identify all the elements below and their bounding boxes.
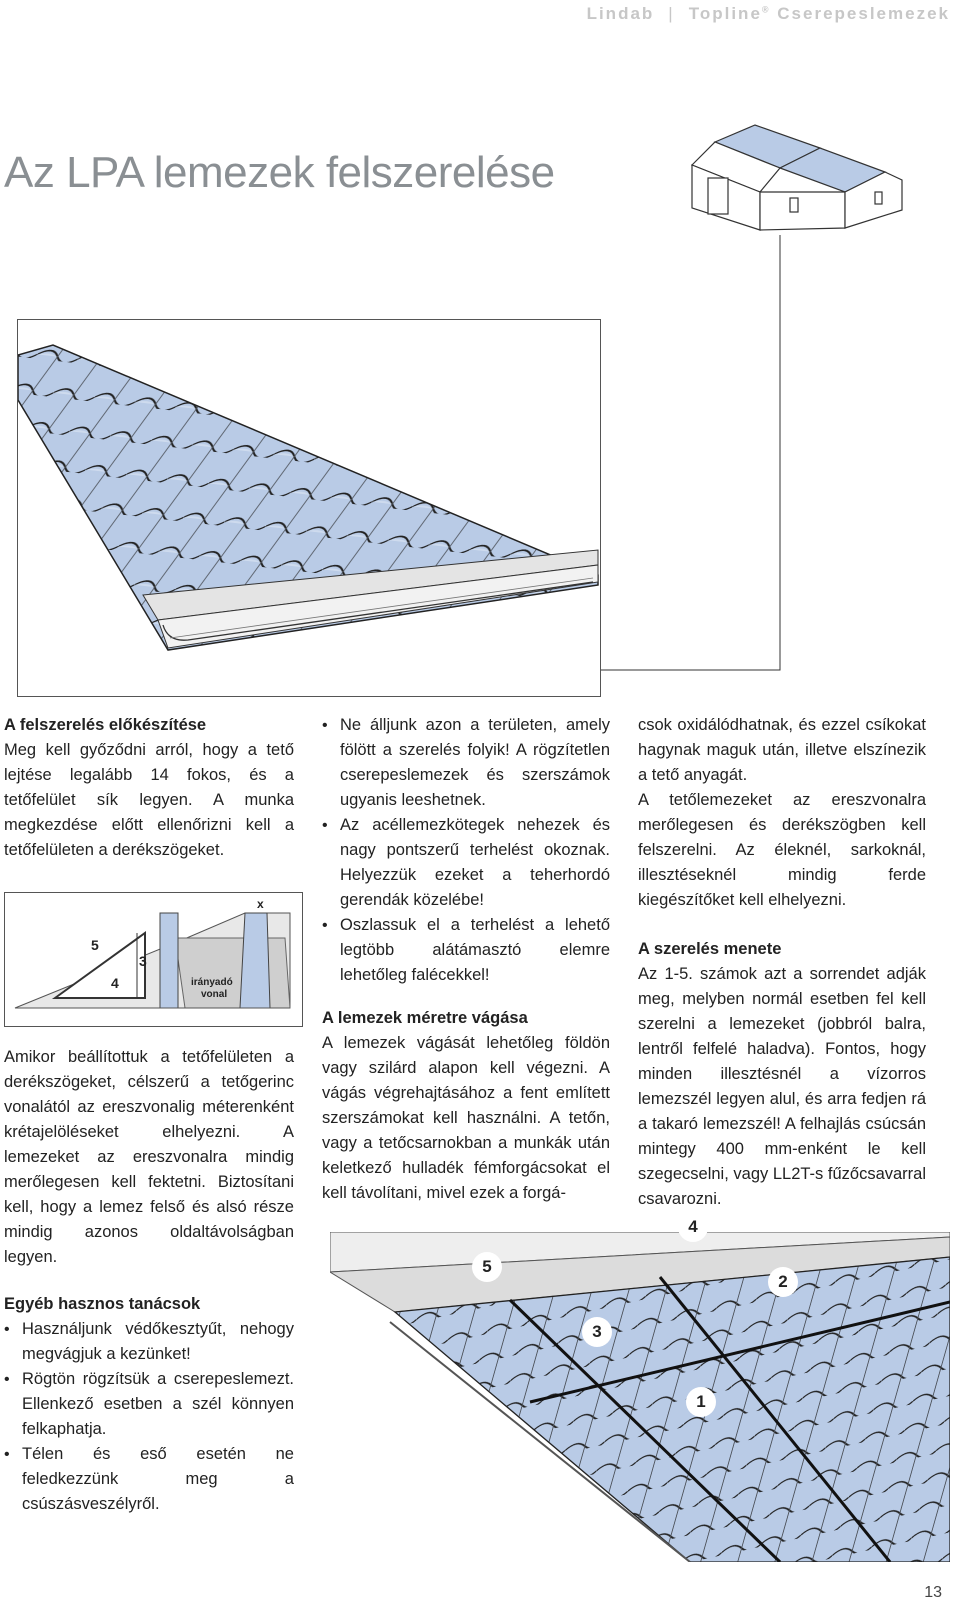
column-left-continued <box>4 1045 294 1517</box>
installation-order-drawing <box>330 1232 950 1562</box>
tip-item: • Télen és eső esetén ne feledkezzünk meg a csúszásveszélyről. <box>4 1442 294 1517</box>
tiled-roof-drawing <box>18 320 600 696</box>
prep-paragraph: Meg kell győződni arról, hogy a tető lejtése legalább 14 fokos, és a tetőfelület sík legyen. A munka megkezdése előtt ellenőrizni kell a tetőfelületen a derékszögeket. <box>4 741 294 859</box>
tips-heading: Egyéb hasznos tanácsok <box>4 1295 201 1313</box>
registered-mark: ® <box>761 4 771 15</box>
order-badge-5: 5 <box>472 1252 502 1282</box>
page-number: 13 <box>924 1584 942 1601</box>
diagram-label-x: x <box>257 897 264 911</box>
perpendicular-paragraph: A tetőlemezeket az ereszvonalra merőlegesen és derékszögben kell felszerelni. Az éleknél, sarkoknál, illesztéseknél mindig ferde kiegészítőket kell elhelyezni. <box>638 791 926 909</box>
column-left <box>4 713 294 863</box>
right-angle-diagram <box>4 892 303 1027</box>
running-header: Lindab | Topline® Cserepeslemezek <box>586 4 950 23</box>
tip-item: • Az acéllemezkötegek nehezek és nagy pontszerű terhelést okoznak. Helyezzük ezeket a teherhordó gerendák közelébe! <box>322 813 610 913</box>
roof-sheets-illustration <box>17 319 601 697</box>
diagram-label-5: 5 <box>91 937 99 953</box>
tip-item: • Ne álljunk azon a területen, amely fölött a szerelés folyik! A rögzítetlen cserepeslemezek és szerszámok ugyanis leeshetnek. <box>322 713 610 813</box>
brand-name: Lindab <box>586 4 655 23</box>
diagram-label-3: 3 <box>139 953 147 969</box>
cut-heading: A lemezek méretre vágása <box>322 1009 528 1027</box>
cut-paragraph: A lemezek vágását lehetőleg földön vagy szilárd alapon kell végezni. A vágás végrehajtásához a fent említett szerszámokat kell használni. A tetőn, vagy a tetőcsarnokban a munkák után keletkező hulladék fémforgácsokat el kell távolítani, mivel ezek a forgá- <box>322 1034 610 1202</box>
tip-item: • Rögtön rögzítsük a cserepeslemezt. Ellenkező esetben a szél könnyen felkaphatja. <box>4 1367 294 1442</box>
cut-paragraph-continued: csok oxidálódhatnak, és ezzel csíkokat hagynak maguk után, illetve elszínezik a tető anyagát. <box>638 716 926 784</box>
steps-heading: A szerelés menete <box>638 940 782 958</box>
marking-paragraph: Amikor beállítottuk a tetőfelületen a derékszögeket, célszerű a tetőgerinc vonalától az ereszvonalig méterenként krétajelöléseket elhelyezni. A lemezeket az ereszvonalra mindig merőlegesen kell fektetni. Biztosítani kell, hogy a lemez felső és alsó része mindig azonos oldaltávolságban legyen. <box>4 1048 294 1266</box>
section-name: Cserepeslemezek <box>777 4 950 23</box>
house-illustration <box>690 120 920 235</box>
tips-list <box>4 1317 294 1517</box>
prep-heading: A felszerelés előkészítése <box>4 716 207 734</box>
guide-line-label-1: irányadó <box>191 977 233 988</box>
column-middle <box>322 713 610 1206</box>
guide-line-label-2: vonal <box>201 989 228 1000</box>
order-badge-1: 1 <box>686 1387 716 1417</box>
installation-order-figure <box>330 1217 950 1562</box>
column-right <box>638 713 926 1212</box>
steps-paragraph: Az 1-5. számok azt a sorrendet adják meg, melyben normál esetben fel kell szerelni a lemezeket (jobbról balra, lentről felfelé haladva). Fontos, hogy minden illesztésnél a vízorros lemezszél legyen alul, és arra fedjen rá a takaró lemezszél! A felhajlás csúcsán mintegy 400 mm-enként le kell szegecselni, vagy LL2T-s fűzőcsavarral csavarozni. <box>638 965 926 1208</box>
tip-item: • Használjunk védőkesztyűt, nehogy megvágjuk a kezünket! <box>4 1317 294 1367</box>
diagram-label-4: 4 <box>111 975 119 991</box>
triangle-check-drawing <box>5 893 302 1026</box>
order-badge-4: 4 <box>678 1212 708 1242</box>
order-badge-2: 2 <box>768 1267 798 1297</box>
order-badge-3: 3 <box>582 1317 612 1347</box>
tips-list-continued <box>322 713 610 988</box>
page-title: Az LPA lemezek felszerelése <box>4 148 555 197</box>
tip-item: • Oszlassuk el a terhelést a lehető legtöbb alátámasztó elemre lehetőleg falécekkel! <box>322 913 610 988</box>
product-name: Topline <box>688 4 762 23</box>
